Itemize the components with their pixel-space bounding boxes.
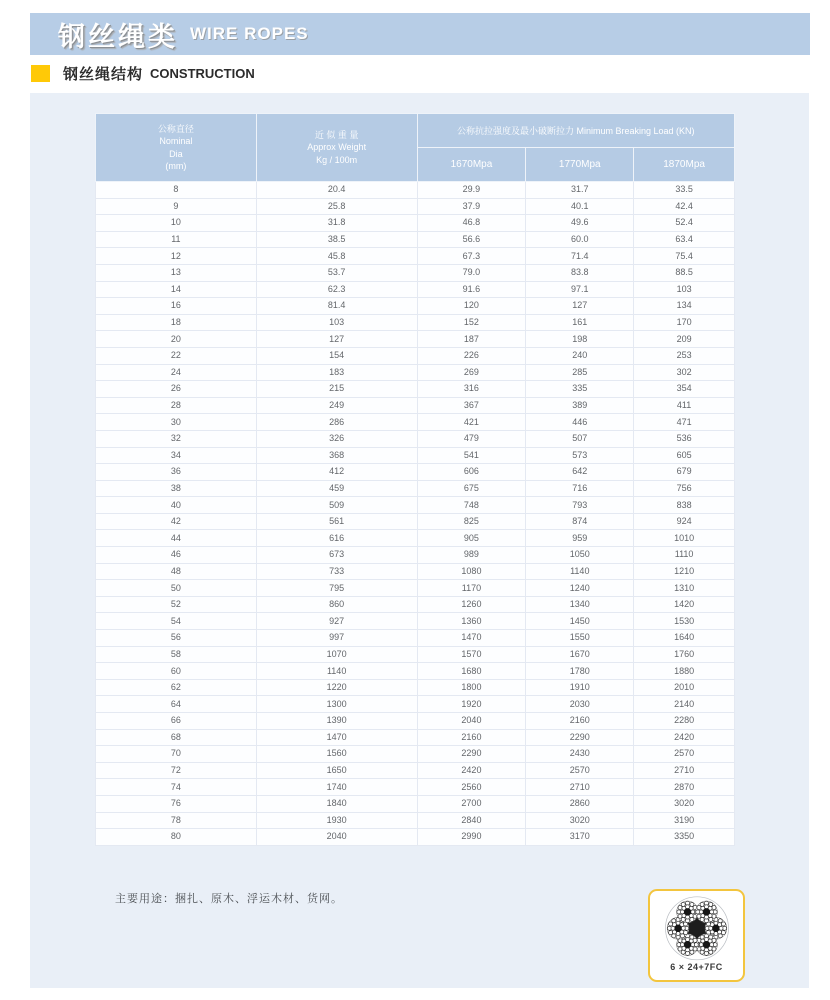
dia-cell: 30 — [96, 414, 257, 431]
mbl-1770-cell: 1340 — [526, 596, 634, 613]
table-row — [96, 563, 735, 580]
mbl-1670-cell: 1470 — [417, 630, 526, 647]
mbl-1670-cell: 1260 — [417, 596, 526, 613]
mbl-1770-cell: 240 — [526, 347, 634, 364]
mbl-1770-cell: 83.8 — [526, 264, 634, 281]
weight-cell: 154 — [256, 347, 417, 364]
weight-cell: 459 — [256, 480, 417, 497]
dia-cell: 72 — [96, 762, 257, 779]
dia-cell: 48 — [96, 563, 257, 580]
rope-construction-label: 6 × 24+7FC — [670, 962, 723, 972]
mbl-1870-cell: 134 — [634, 298, 735, 315]
dia-cell: 70 — [96, 746, 257, 763]
weight-cell: 733 — [256, 563, 417, 580]
mbl-1670-cell: 67.3 — [417, 248, 526, 265]
table-row — [96, 762, 735, 779]
table-row — [96, 513, 735, 530]
mbl-1870-cell: 88.5 — [634, 264, 735, 281]
mbl-1770-cell: 71.4 — [526, 248, 634, 265]
table-row — [96, 381, 735, 398]
mbl-1670-cell: 825 — [417, 513, 526, 530]
mbl-1770-cell: 2710 — [526, 779, 634, 796]
mbl-1870-cell: 1420 — [634, 596, 735, 613]
mbl-1870-cell: 103 — [634, 281, 735, 298]
weight-cell: 368 — [256, 447, 417, 464]
spec-table-container — [95, 113, 735, 846]
dia-cell: 10 — [96, 215, 257, 232]
mbl-1670-cell: 187 — [417, 331, 526, 348]
table-row — [96, 679, 735, 696]
weight-cell: 326 — [256, 430, 417, 447]
table-row — [96, 364, 735, 381]
mbl-1670-cell: 2560 — [417, 779, 526, 796]
mbl-1670-cell: 120 — [417, 298, 526, 315]
table-row — [96, 547, 735, 564]
mbl-1870-cell: 1210 — [634, 563, 735, 580]
dia-cell: 22 — [96, 347, 257, 364]
mbl-1870-cell: 536 — [634, 430, 735, 447]
dia-cell: 26 — [96, 381, 257, 398]
mbl-1770-cell: 573 — [526, 447, 634, 464]
weight-cell: 103 — [256, 314, 417, 331]
mbl-1870-cell: 2420 — [634, 729, 735, 746]
mbl-1870-cell: 2010 — [634, 679, 735, 696]
mbl-1770-cell: 1140 — [526, 563, 634, 580]
mbl-1870-cell: 2280 — [634, 713, 735, 730]
dia-cell: 76 — [96, 795, 257, 812]
table-row — [96, 530, 735, 547]
section-title-english: CONSTRUCTION — [150, 65, 255, 81]
weight-cell: 2040 — [256, 829, 417, 846]
dia-cell: 50 — [96, 580, 257, 597]
table-row — [96, 795, 735, 812]
mbl-1870-cell: 75.4 — [634, 248, 735, 265]
weight-cell: 38.5 — [256, 231, 417, 248]
header-grade-1870: 1870Mpa — [634, 148, 735, 182]
mbl-1770-cell: 127 — [526, 298, 634, 315]
header-approx-weight — [256, 114, 417, 182]
rope-cross-section-icon — [661, 894, 733, 964]
mbl-1770-cell: 31.7 — [526, 182, 634, 199]
table-row — [96, 464, 735, 481]
mbl-1670-cell: 1570 — [417, 646, 526, 663]
mbl-1670-cell: 541 — [417, 447, 526, 464]
dia-cell: 16 — [96, 298, 257, 315]
mbl-1770-cell: 2430 — [526, 746, 634, 763]
table-row — [96, 779, 735, 796]
table-row — [96, 713, 735, 730]
mbl-1870-cell: 33.5 — [634, 182, 735, 199]
weight-cell: 1650 — [256, 762, 417, 779]
dia-cell: 78 — [96, 812, 257, 829]
dia-cell: 42 — [96, 513, 257, 530]
table-row — [96, 182, 735, 199]
mbl-1870-cell: 1110 — [634, 547, 735, 564]
mbl-1770-cell: 1050 — [526, 547, 634, 564]
table-row — [96, 746, 735, 763]
mbl-1670-cell: 56.6 — [417, 231, 526, 248]
dia-cell: 80 — [96, 829, 257, 846]
table-row — [96, 480, 735, 497]
mbl-1870-cell: 605 — [634, 447, 735, 464]
mbl-1770-cell: 389 — [526, 397, 634, 414]
table-row — [96, 630, 735, 647]
mbl-1870-cell: 354 — [634, 381, 735, 398]
weight-cell: 1840 — [256, 795, 417, 812]
dia-cell: 64 — [96, 696, 257, 713]
mbl-1870-cell: 52.4 — [634, 215, 735, 232]
mbl-1870-cell: 42.4 — [634, 198, 735, 215]
dia-cell: 13 — [96, 264, 257, 281]
table-row — [96, 414, 735, 431]
mbl-1670-cell: 479 — [417, 430, 526, 447]
mbl-1770-cell: 40.1 — [526, 198, 634, 215]
mbl-1770-cell: 198 — [526, 331, 634, 348]
weight-cell: 183 — [256, 364, 417, 381]
table-row — [96, 497, 735, 514]
header-weight-line3: Kg / 100m — [316, 154, 358, 165]
mbl-1670-cell: 91.6 — [417, 281, 526, 298]
mbl-1870-cell: 63.4 — [634, 231, 735, 248]
dia-cell: 28 — [96, 397, 257, 414]
dia-cell: 36 — [96, 464, 257, 481]
dia-cell: 58 — [96, 646, 257, 663]
header-grade-1670: 1670Mpa — [417, 148, 526, 182]
weight-cell: 215 — [256, 381, 417, 398]
mbl-1770-cell: 335 — [526, 381, 634, 398]
weight-cell: 997 — [256, 630, 417, 647]
header-dia-line2: Nominal — [159, 136, 193, 147]
dia-cell: 20 — [96, 331, 257, 348]
mbl-1770-cell: 716 — [526, 480, 634, 497]
dia-cell: 74 — [96, 779, 257, 796]
mbl-1670-cell: 675 — [417, 480, 526, 497]
header-weight-line1: 近 似 重 量 — [314, 130, 359, 141]
mbl-1670-cell: 989 — [417, 547, 526, 564]
dia-cell: 32 — [96, 430, 257, 447]
mbl-1770-cell: 446 — [526, 414, 634, 431]
mbl-1770-cell: 507 — [526, 430, 634, 447]
dia-cell: 62 — [96, 679, 257, 696]
mbl-1870-cell: 2570 — [634, 746, 735, 763]
dia-cell: 66 — [96, 713, 257, 730]
mbl-1870-cell: 1530 — [634, 613, 735, 630]
mbl-1870-cell: 411 — [634, 397, 735, 414]
mbl-1870-cell: 2710 — [634, 762, 735, 779]
table-row — [96, 331, 735, 348]
mbl-1670-cell: 269 — [417, 364, 526, 381]
mbl-1770-cell: 285 — [526, 364, 634, 381]
mbl-1670-cell: 1920 — [417, 696, 526, 713]
dia-cell: 18 — [96, 314, 257, 331]
mbl-1770-cell: 3170 — [526, 829, 634, 846]
dia-cell: 24 — [96, 364, 257, 381]
mbl-1670-cell: 226 — [417, 347, 526, 364]
mbl-1870-cell: 1880 — [634, 663, 735, 680]
mbl-1670-cell: 1680 — [417, 663, 526, 680]
dia-cell: 11 — [96, 231, 257, 248]
weight-cell: 20.4 — [256, 182, 417, 199]
dia-cell: 68 — [96, 729, 257, 746]
weight-cell: 25.8 — [256, 198, 417, 215]
mbl-1670-cell: 152 — [417, 314, 526, 331]
dia-cell: 40 — [96, 497, 257, 514]
mbl-1670-cell: 2990 — [417, 829, 526, 846]
table-row — [96, 812, 735, 829]
weight-cell: 616 — [256, 530, 417, 547]
mbl-1770-cell: 1910 — [526, 679, 634, 696]
mbl-1870-cell: 1760 — [634, 646, 735, 663]
weight-cell: 509 — [256, 497, 417, 514]
weight-cell: 127 — [256, 331, 417, 348]
rope-construction-diagram — [648, 889, 745, 982]
mbl-1670-cell: 37.9 — [417, 198, 526, 215]
section-heading — [31, 64, 255, 82]
weight-cell: 45.8 — [256, 248, 417, 265]
title-band — [30, 13, 810, 55]
usage-note: 主要用途：捆扎、原木、浮运木材、货网。 — [115, 893, 343, 905]
weight-cell: 1930 — [256, 812, 417, 829]
table-row — [96, 646, 735, 663]
header-weight-line2: Approx Weight — [307, 142, 367, 153]
table-row — [96, 696, 735, 713]
weight-cell: 1560 — [256, 746, 417, 763]
weight-cell: 62.3 — [256, 281, 417, 298]
table-body — [96, 182, 735, 846]
mbl-1870-cell: 1640 — [634, 630, 735, 647]
mbl-1770-cell: 2290 — [526, 729, 634, 746]
mbl-1770-cell: 793 — [526, 497, 634, 514]
mbl-1770-cell: 1550 — [526, 630, 634, 647]
table-row — [96, 347, 735, 364]
mbl-1770-cell: 161 — [526, 314, 634, 331]
page-title-english: WIRE ROPES — [190, 24, 309, 43]
bullet-square-icon — [31, 65, 50, 82]
mbl-1670-cell: 1360 — [417, 613, 526, 630]
mbl-1770-cell: 2860 — [526, 795, 634, 812]
weight-cell: 53.7 — [256, 264, 417, 281]
mbl-1670-cell: 1170 — [417, 580, 526, 597]
mbl-1870-cell: 756 — [634, 480, 735, 497]
table-row — [96, 663, 735, 680]
table-row — [96, 596, 735, 613]
mbl-1670-cell: 2420 — [417, 762, 526, 779]
mbl-1870-cell: 3020 — [634, 795, 735, 812]
table-row — [96, 215, 735, 232]
weight-cell: 1470 — [256, 729, 417, 746]
mbl-1870-cell: 1010 — [634, 530, 735, 547]
weight-cell: 1300 — [256, 696, 417, 713]
header-breaking-load-group: 公称抗拉强度及最小破断拉力 Minimum Breaking Load (KN) — [417, 114, 734, 148]
mbl-1670-cell: 1080 — [417, 563, 526, 580]
table-row — [96, 829, 735, 846]
mbl-1870-cell: 302 — [634, 364, 735, 381]
weight-cell: 860 — [256, 596, 417, 613]
mbl-1770-cell: 97.1 — [526, 281, 634, 298]
mbl-1670-cell: 606 — [417, 464, 526, 481]
dia-cell: 56 — [96, 630, 257, 647]
section-title-chinese: 钢丝绳结构 — [63, 65, 144, 83]
weight-cell: 31.8 — [256, 215, 417, 232]
table-row — [96, 729, 735, 746]
table-header — [96, 114, 735, 182]
mbl-1770-cell: 2160 — [526, 713, 634, 730]
table-row — [96, 231, 735, 248]
mbl-1770-cell: 60.0 — [526, 231, 634, 248]
mbl-1870-cell: 3190 — [634, 812, 735, 829]
mbl-1770-cell: 49.6 — [526, 215, 634, 232]
mbl-1870-cell: 924 — [634, 513, 735, 530]
mbl-1670-cell: 2040 — [417, 713, 526, 730]
mbl-1870-cell: 838 — [634, 497, 735, 514]
mbl-1870-cell: 209 — [634, 331, 735, 348]
weight-cell: 81.4 — [256, 298, 417, 315]
weight-cell: 673 — [256, 547, 417, 564]
mbl-1670-cell: 316 — [417, 381, 526, 398]
wire-rope-spec-table — [95, 113, 735, 846]
dia-cell: 52 — [96, 596, 257, 613]
mbl-1770-cell: 1780 — [526, 663, 634, 680]
mbl-1670-cell: 2700 — [417, 795, 526, 812]
header-nominal-dia — [96, 114, 257, 182]
mbl-1670-cell: 46.8 — [417, 215, 526, 232]
weight-cell: 1390 — [256, 713, 417, 730]
mbl-1870-cell: 3350 — [634, 829, 735, 846]
table-row — [96, 248, 735, 265]
dia-cell: 46 — [96, 547, 257, 564]
dia-cell: 34 — [96, 447, 257, 464]
page-title-chinese: 钢丝绳类 — [58, 21, 178, 52]
mbl-1770-cell: 2030 — [526, 696, 634, 713]
mbl-1670-cell: 905 — [417, 530, 526, 547]
table-row — [96, 198, 735, 215]
dia-cell: 54 — [96, 613, 257, 630]
mbl-1870-cell: 2140 — [634, 696, 735, 713]
table-row — [96, 314, 735, 331]
table-row — [96, 580, 735, 597]
weight-cell: 1070 — [256, 646, 417, 663]
dia-cell: 8 — [96, 182, 257, 199]
table-row — [96, 298, 735, 315]
mbl-1770-cell: 959 — [526, 530, 634, 547]
mbl-1670-cell: 421 — [417, 414, 526, 431]
mbl-1870-cell: 1310 — [634, 580, 735, 597]
weight-cell: 927 — [256, 613, 417, 630]
weight-cell: 1740 — [256, 779, 417, 796]
table-row — [96, 447, 735, 464]
dia-cell: 14 — [96, 281, 257, 298]
weight-cell: 412 — [256, 464, 417, 481]
header-dia-line4: (mm) — [165, 160, 187, 171]
weight-cell: 795 — [256, 580, 417, 597]
mbl-1770-cell: 642 — [526, 464, 634, 481]
mbl-1670-cell: 2160 — [417, 729, 526, 746]
mbl-1870-cell: 170 — [634, 314, 735, 331]
dia-cell: 38 — [96, 480, 257, 497]
weight-cell: 1220 — [256, 679, 417, 696]
dia-cell: 9 — [96, 198, 257, 215]
header-dia-line3: Dia — [169, 148, 183, 159]
mbl-1770-cell: 1240 — [526, 580, 634, 597]
weight-cell: 286 — [256, 414, 417, 431]
mbl-1670-cell: 29.9 — [417, 182, 526, 199]
mbl-1770-cell: 1670 — [526, 646, 634, 663]
table-row — [96, 613, 735, 630]
table-row — [96, 397, 735, 414]
dia-cell: 44 — [96, 530, 257, 547]
mbl-1670-cell: 748 — [417, 497, 526, 514]
mbl-1670-cell: 1800 — [417, 679, 526, 696]
mbl-1770-cell: 3020 — [526, 812, 634, 829]
weight-cell: 249 — [256, 397, 417, 414]
mbl-1770-cell: 1450 — [526, 613, 634, 630]
mbl-1870-cell: 679 — [634, 464, 735, 481]
mbl-1870-cell: 471 — [634, 414, 735, 431]
mbl-1870-cell: 2870 — [634, 779, 735, 796]
weight-cell: 1140 — [256, 663, 417, 680]
table-row — [96, 264, 735, 281]
mbl-1670-cell: 2840 — [417, 812, 526, 829]
mbl-1670-cell: 2290 — [417, 746, 526, 763]
table-row — [96, 281, 735, 298]
mbl-1670-cell: 367 — [417, 397, 526, 414]
mbl-1770-cell: 874 — [526, 513, 634, 530]
dia-cell: 60 — [96, 663, 257, 680]
weight-cell: 561 — [256, 513, 417, 530]
table-row — [96, 430, 735, 447]
dia-cell: 12 — [96, 248, 257, 265]
header-grade-1770: 1770Mpa — [526, 148, 634, 182]
mbl-1870-cell: 253 — [634, 347, 735, 364]
mbl-1770-cell: 2570 — [526, 762, 634, 779]
header-dia-line1: 公称直径 — [157, 124, 194, 135]
mbl-1670-cell: 79.0 — [417, 264, 526, 281]
